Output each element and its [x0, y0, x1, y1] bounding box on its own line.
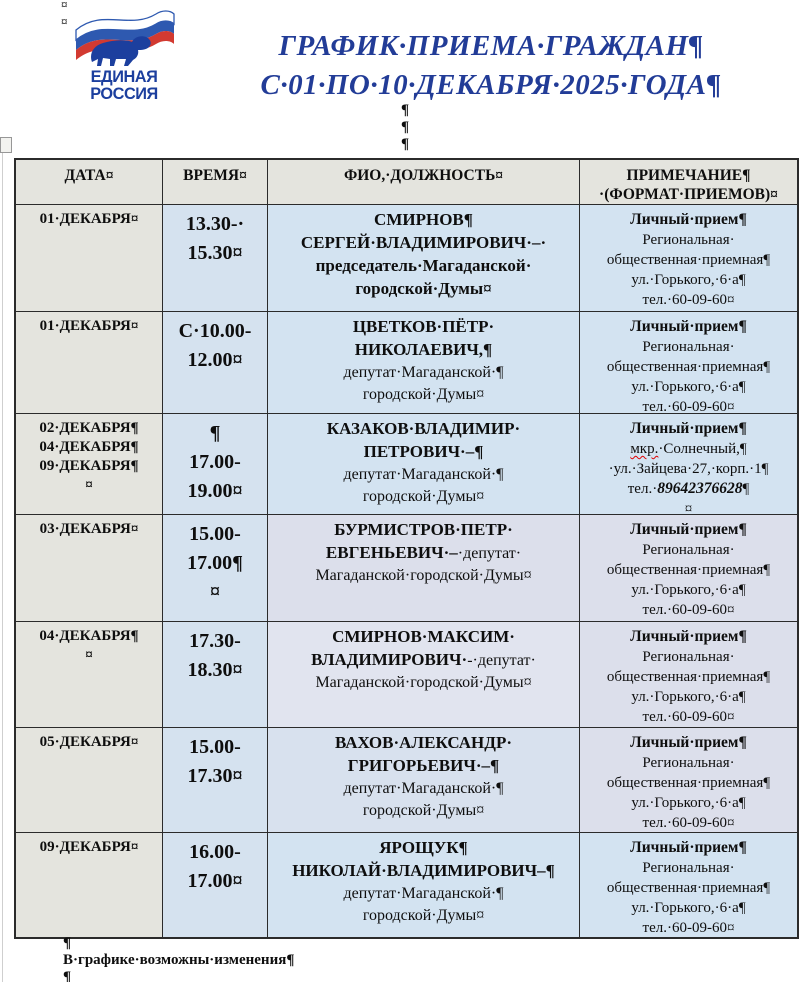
cell-time[interactable]: 15.00- 17.00¶ ¤	[163, 515, 268, 622]
table-row	[16, 728, 797, 833]
table-row	[16, 515, 797, 622]
cell-fio[interactable]: СМИРНОВ¶ СЕРГЕЙ·ВЛАДИМИРОВИЧ·–· председатель·Магаданской· городской·Думы¤	[268, 205, 580, 312]
logo-text-line2: РОССИЯ	[90, 84, 158, 103]
title-line-2: С·01·ПО·10·ДЕКАБРЯ·2025·ГОДА¶	[260, 69, 722, 101]
cell-time[interactable]: 16.00- 17.00¤	[163, 833, 268, 937]
united-russia-logo	[71, 4, 177, 106]
table-row	[16, 312, 797, 414]
cell-note[interactable]: Личный·прием¶ Региональная· общественная·приемная¶ ул.·Горького,·6·а¶ тел.·60-09-60¤	[580, 312, 797, 414]
table-row	[16, 622, 797, 728]
cell-fio[interactable]: БУРМИСТРОВ·ПЕТР· ЕВГЕНЬЕВИЧ·–·депутат· Магаданской·городской·Думы¤	[268, 515, 580, 622]
pilcrow-mark: ¶	[63, 935, 72, 951]
page-title[interactable]	[183, 27, 799, 105]
cell-note[interactable]: Личный·прием¶ Региональная· общественная·приемная¶ ул.·Горького,·6·а¶ тел.·60-09-60¤	[580, 833, 797, 937]
cell-time[interactable]: 13.30-· 15.30¤	[163, 205, 268, 312]
pilcrow-mark: ¶	[401, 119, 410, 135]
cell-date[interactable]: 01·ДЕКАБРЯ¤	[16, 312, 163, 414]
page-edge-line	[2, 153, 3, 982]
cell-fio[interactable]: КАЗАКОВ·ВЛАДИМИР· ПЕТРОВИЧ·–¶ депутат·Магаданской·¶ городской·Думы¤	[268, 414, 580, 515]
footer-block[interactable]	[63, 935, 294, 982]
cell-date[interactable]: 03·ДЕКАБРЯ¤	[16, 515, 163, 622]
table-row	[16, 205, 797, 312]
cell-time[interactable]: 17.30- 18.30¤	[163, 622, 268, 728]
table-row	[16, 414, 797, 515]
cell-time[interactable]: ¶ 17.00- 19.00¤	[163, 414, 268, 515]
pilcrow-mark: ¶	[401, 102, 410, 118]
title-line-1: ГРАФИК·ПРИЕМА·ГРАЖДАН¶	[278, 30, 704, 62]
logo-text-line1: ЕДИНАЯ	[90, 67, 158, 86]
formatting-mark-cell-end: ¤	[61, 0, 68, 12]
empty-paragraph-marks	[401, 102, 409, 153]
flag-bear-icon	[71, 4, 177, 68]
cell-fio[interactable]: СМИРНОВ·МАКСИМ· ВЛАДИМИРОВИЧ·-·депутат· Магаданской·городской·Думы¤	[268, 622, 580, 728]
pilcrow-mark: ¶	[401, 136, 410, 152]
footer-note: В·графике·возможны·изменения¶	[63, 952, 295, 968]
cell-date[interactable]: 01·ДЕКАБРЯ¤	[16, 205, 163, 312]
formatting-mark-cell-end: ¤	[61, 14, 68, 29]
header-cell-date[interactable]: ДАТА¤	[16, 160, 163, 205]
cell-fio[interactable]: ЯРОЩУК¶ НИКОЛАЙ·ВЛАДИМИРОВИЧ–¶ депутат·Магаданской·¶ городской·Думы¤	[268, 833, 580, 937]
cell-date[interactable]: 09·ДЕКАБРЯ¤	[16, 833, 163, 937]
header-cell-note[interactable]: ПРИМЕЧАНИЕ¶ ·(ФОРМАТ·ПРИЕМОВ)¤	[580, 160, 797, 205]
cell-note[interactable]: Личный·прием¶ мкр.·Солнечный,¶ ·ул.·Зайцева·27,·корп.·1¶ тел.·89642376628¶ ¤	[580, 414, 797, 515]
table-row	[16, 833, 797, 937]
cell-date[interactable]: 04·ДЕКАБРЯ¶ ¤	[16, 622, 163, 728]
schedule-table[interactable]	[14, 158, 799, 939]
header-cell-fio[interactable]: ФИО,·ДОЛЖНОСТЬ¤	[268, 160, 580, 205]
cell-note[interactable]: Личный·прием¶ Региональная· общественная·приемная¶ ул.·Горького,·6·а¶ тел.·60-09-60¤	[580, 622, 797, 728]
cell-date[interactable]: 05·ДЕКАБРЯ¤	[16, 728, 163, 833]
cell-date[interactable]: 02·ДЕКАБРЯ¶ 04·ДЕКАБРЯ¶ 09·ДЕКАБРЯ¶ ¤	[16, 414, 163, 515]
cell-fio[interactable]: ЦВЕТКОВ·ПЁТР· НИКОЛАЕВИЧ,¶ депутат·Магаданской·¶ городской·Думы¤	[268, 312, 580, 414]
pilcrow-mark: ¶	[63, 969, 72, 982]
page-edge-artifact	[0, 137, 12, 153]
cell-time[interactable]: С·10.00- 12.00¤	[163, 312, 268, 414]
cell-note[interactable]: Личный·прием¶ Региональная· общественная·приемная¶ ул.·Горького,·6·а¶ тел.·60-09-60¤	[580, 728, 797, 833]
cell-time[interactable]: 15.00- 17.30¤	[163, 728, 268, 833]
header-cell-time[interactable]: ВРЕМЯ¤	[163, 160, 268, 205]
cell-note[interactable]: Личный·прием¶ Региональная· общественная·приемная¶ ул.·Горького,·6·а¶ тел.·60-09-60¤	[580, 515, 797, 622]
cell-note[interactable]: Личный·прием¶ Региональная· общественная·приемная¶ ул.·Горького,·6·а¶ тел.·60-09-60¤	[580, 205, 797, 312]
table-header-row	[16, 160, 797, 205]
cell-fio[interactable]: ВАХОВ·АЛЕКСАНДР· ГРИГОРЬЕВИЧ·–¶ депутат·Магаданской·¶ городской·Думы¤	[268, 728, 580, 833]
